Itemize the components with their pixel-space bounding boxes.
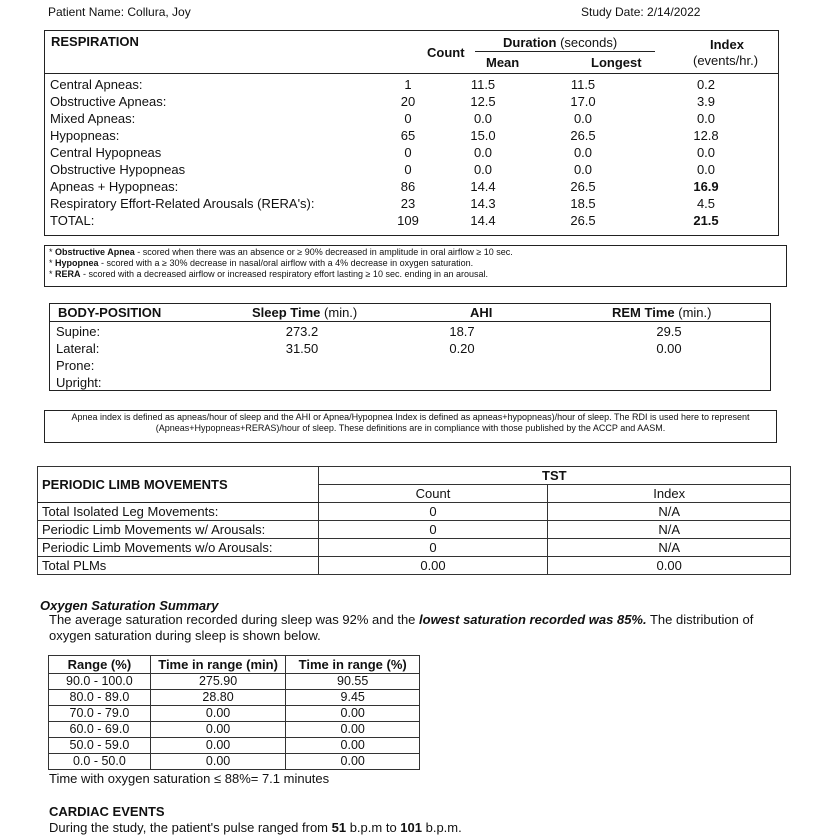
plm-name: Total PLMs xyxy=(38,557,319,575)
position-name: Supine: xyxy=(56,324,101,339)
mean-header: Mean xyxy=(486,55,520,70)
note-term: Hypopnea xyxy=(55,258,99,268)
definition-note: Apnea index is defined as apneas/hour of sleep and the AHI or Apnea/Hypopnea Index is defined as apneas+hypopneas)/hour of sleep. The RDI is used here to represent (Apneas+Hypopneas+RERAS)/hour of sleep. These definitions are in compliance with those published by the ACCP and AASM. xyxy=(44,410,777,443)
saturation-range: 0.0 - 50.0 xyxy=(49,754,151,770)
plm-index: N/A xyxy=(548,503,791,521)
respiration-row xyxy=(48,93,774,110)
respiration-rows xyxy=(48,76,774,229)
saturation-percent: 0.00 xyxy=(286,738,420,754)
respiration-row xyxy=(48,178,774,195)
event-name: TOTAL: xyxy=(50,213,95,228)
event-name: Central Hypopneas xyxy=(50,145,162,160)
position-name: Prone: xyxy=(56,358,95,373)
event-longest: 11.5 xyxy=(570,77,596,92)
event-count: 65 xyxy=(400,128,416,143)
respiration-row xyxy=(48,212,774,229)
event-longest: 0.0 xyxy=(573,111,593,126)
event-name: Central Apneas: xyxy=(50,77,143,92)
body-position-row xyxy=(52,340,766,357)
oxygen-summary: The average saturation recorded during sleep was 92% and the lowest saturation recorded was 85%. The distribution of oxygen saturation during sleep is shown below. xyxy=(49,612,754,643)
divider xyxy=(475,51,655,52)
respiration-row xyxy=(48,110,774,127)
event-count: 86 xyxy=(400,179,416,194)
cardiac-title: CARDIAC EVENTS xyxy=(49,804,165,819)
saturation-percent: 90.55 xyxy=(286,674,420,690)
saturation-row xyxy=(49,722,420,738)
note-text: - scored with a ≥ 30% decrease in nasal/oral airflow with a 4% decrease in oxygen saturation. xyxy=(98,258,474,268)
plm-count-header: Count xyxy=(318,485,548,503)
event-index: 3.9 xyxy=(696,94,716,109)
note-term: Obstructive Apnea xyxy=(55,247,135,257)
event-index: 16.9 xyxy=(693,179,719,194)
note-line: * Obstructive Apnea - scored when there was an absence or ≥ 90% decreased in amplitude in oral airflow ≥ 10 sec. xyxy=(49,247,513,257)
event-longest: 0.0 xyxy=(573,145,593,160)
event-index: 0.2 xyxy=(696,77,716,92)
body-position-row xyxy=(52,357,766,374)
saturation-range: 90.0 - 100.0 xyxy=(49,674,151,690)
plm-count: 0.00 xyxy=(318,557,548,575)
saturation-row xyxy=(49,706,420,722)
position-name: Upright: xyxy=(56,375,102,390)
event-name: Mixed Apneas: xyxy=(50,111,136,126)
plm-index: 0.00 xyxy=(548,557,791,575)
event-longest: 17.0 xyxy=(570,94,596,109)
saturation-minutes: 0.00 xyxy=(150,754,286,770)
range-header: Range (%) xyxy=(49,656,151,674)
respiration-title: RESPIRATION xyxy=(51,34,139,49)
desat-time: Time with oxygen saturation ≤ 88%= 7.1 minutes xyxy=(49,771,330,786)
event-count: 109 xyxy=(397,213,419,228)
event-index: 0.0 xyxy=(696,145,716,160)
index-unit: (events/hr.) xyxy=(693,53,759,68)
saturation-row xyxy=(49,690,420,706)
plm-count: 0 xyxy=(318,539,548,557)
event-index: 0.0 xyxy=(696,162,716,177)
position-rem-time xyxy=(572,357,766,374)
tst-header: TST xyxy=(318,467,790,485)
position-name: Lateral: xyxy=(56,341,100,356)
event-index: 21.5 xyxy=(693,213,719,228)
position-rem-time: 0.00 xyxy=(656,341,682,356)
position-ahi xyxy=(352,357,572,374)
plm-count: 0 xyxy=(318,521,548,539)
event-count: 0 xyxy=(404,111,412,126)
respiration-row xyxy=(48,161,774,178)
divider xyxy=(50,321,770,322)
plm-row xyxy=(38,521,791,539)
position-sleep-time xyxy=(252,357,352,374)
saturation-percent: 0.00 xyxy=(286,722,420,738)
position-rem-time xyxy=(572,374,766,391)
oxygen-title: Oxygen Saturation Summary xyxy=(40,598,219,613)
event-index: 4.5 xyxy=(696,196,716,211)
index-header: Index xyxy=(710,37,744,52)
respiration-row xyxy=(48,76,774,93)
position-ahi xyxy=(352,374,572,391)
event-count: 0 xyxy=(404,162,412,177)
event-name: Hypopneas: xyxy=(50,128,120,143)
note-line: * RERA - scored with a decreased airflow or increased respiratory effort lasting ≥ 10 sec. ending in an arousal. xyxy=(49,269,489,279)
position-sleep-time xyxy=(252,374,352,391)
count-header: Count xyxy=(427,45,465,60)
event-longest: 0.0 xyxy=(573,162,593,177)
body-position-title: BODY-POSITION xyxy=(58,305,162,320)
event-mean: 0.0 xyxy=(473,111,493,126)
plm-row xyxy=(38,503,791,521)
body-position-row xyxy=(52,374,766,391)
event-name: Obstructive Apneas: xyxy=(50,94,167,109)
saturation-minutes: 0.00 xyxy=(150,722,286,738)
plm-index: N/A xyxy=(548,539,791,557)
body-position-row xyxy=(52,323,766,340)
body-position-table xyxy=(49,303,771,391)
position-sleep-time: 31.50 xyxy=(285,341,319,356)
event-name: Apneas + Hypopneas: xyxy=(50,179,179,194)
plm-index: N/A xyxy=(548,521,791,539)
event-index: 0.0 xyxy=(696,111,716,126)
patient-name: Patient Name: Collura, Joy xyxy=(48,5,191,19)
plm-row xyxy=(38,557,791,575)
position-ahi: 18.7 xyxy=(449,324,475,339)
ahi-header: AHI xyxy=(470,305,493,320)
rem-time-header: REM Time (min.) xyxy=(612,305,712,320)
saturation-percent: 0.00 xyxy=(286,754,420,770)
longest-header: Longest xyxy=(591,55,642,70)
saturation-percent: 0.00 xyxy=(286,706,420,722)
event-mean: 14.4 xyxy=(470,179,496,194)
plm-count: 0 xyxy=(318,503,548,521)
note-text: - scored when there was an absence or ≥ 90% decreased in amplitude in oral airflow ≥ 10 sec. xyxy=(134,247,513,257)
event-count: 0 xyxy=(404,145,412,160)
event-longest: 26.5 xyxy=(570,128,596,143)
event-mean: 0.0 xyxy=(473,162,493,177)
cardiac-text: During the study, the patient's pulse ranged from 51 b.p.m to 101 b.p.m. xyxy=(49,820,462,835)
note-line: * Hypopnea - scored with a ≥ 30% decrease in nasal/oral airflow with a 4% decrease in oxygen saturation. xyxy=(49,258,474,268)
oxygen-table xyxy=(48,655,420,770)
event-mean: 14.4 xyxy=(470,213,496,228)
saturation-minutes: 0.00 xyxy=(150,738,286,754)
plm-name: Periodic Limb Movements w/ Arousals: xyxy=(38,521,319,539)
respiration-row xyxy=(48,195,774,212)
respiration-row xyxy=(48,127,774,144)
event-mean: 11.5 xyxy=(470,77,496,92)
time-min-header: Time in range (min) xyxy=(150,656,286,674)
divider xyxy=(45,73,778,74)
plm-row xyxy=(38,539,791,557)
respiration-row xyxy=(48,144,774,161)
scoring-notes xyxy=(44,245,787,287)
position-ahi: 0.20 xyxy=(449,341,475,356)
event-count: 1 xyxy=(404,77,412,92)
position-sleep-time: 273.2 xyxy=(285,324,319,339)
position-rem-time: 29.5 xyxy=(656,324,682,339)
saturation-range: 80.0 - 89.0 xyxy=(49,690,151,706)
study-date: Study Date: 2/14/2022 xyxy=(581,5,701,19)
saturation-row xyxy=(49,754,420,770)
event-name: Respiratory Effort-Related Arousals (RERA's): xyxy=(50,196,315,211)
event-mean: 14.3 xyxy=(470,196,496,211)
event-longest: 26.5 xyxy=(570,213,596,228)
saturation-row xyxy=(49,674,420,690)
plm-name: Periodic Limb Movements w/o Arousals: xyxy=(38,539,319,557)
event-name: Obstructive Hypopneas xyxy=(50,162,186,177)
saturation-minutes: 0.00 xyxy=(150,706,286,722)
event-mean: 0.0 xyxy=(473,145,493,160)
note-term: RERA xyxy=(55,269,81,279)
saturation-row xyxy=(49,738,420,754)
time-pct-header: Time in range (%) xyxy=(286,656,420,674)
sleep-time-header: Sleep Time (min.) xyxy=(252,305,358,320)
respiration-table xyxy=(44,30,779,236)
plm-name: Total Isolated Leg Movements: xyxy=(38,503,319,521)
saturation-range: 50.0 - 59.0 xyxy=(49,738,151,754)
event-mean: 12.5 xyxy=(470,94,496,109)
saturation-minutes: 28.80 xyxy=(150,690,286,706)
event-longest: 26.5 xyxy=(570,179,596,194)
body-position-rows xyxy=(52,323,766,391)
event-index: 12.8 xyxy=(693,128,719,143)
plm-index-header: Index xyxy=(548,485,791,503)
duration-header: Duration (seconds) xyxy=(503,35,618,50)
note-text: - scored with a decreased airflow or increased respiratory effort lasting ≥ 10 sec. ending in an arousal. xyxy=(80,269,489,279)
plm-title: PERIODIC LIMB MOVEMENTS xyxy=(38,467,319,503)
saturation-range: 60.0 - 69.0 xyxy=(49,722,151,738)
event-count: 23 xyxy=(400,196,416,211)
saturation-percent: 9.45 xyxy=(286,690,420,706)
event-mean: 15.0 xyxy=(470,128,496,143)
saturation-minutes: 275.90 xyxy=(150,674,286,690)
event-longest: 18.5 xyxy=(570,196,596,211)
event-count: 20 xyxy=(400,94,416,109)
saturation-range: 70.0 - 79.0 xyxy=(49,706,151,722)
plm-table xyxy=(37,466,791,575)
